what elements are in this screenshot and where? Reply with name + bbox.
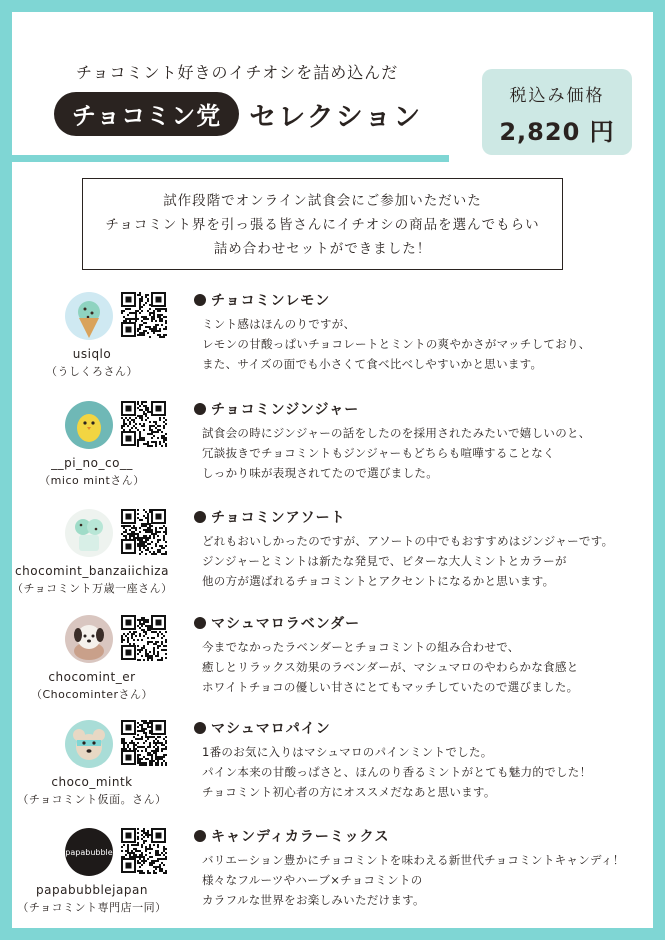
product-description (202, 314, 642, 374)
title-pill: チョコミン党 (54, 92, 239, 136)
product-description (202, 531, 642, 591)
desc-line: チョコミント初心者の方にオススメだなあと思います。 (202, 785, 496, 799)
user-handle: papabubblejapan (36, 883, 148, 897)
title-rest: セレクション (249, 101, 423, 133)
recommendation-entry (12, 292, 653, 402)
flyer-sheet (12, 12, 653, 928)
product-name (194, 290, 330, 310)
bullet-icon (194, 403, 206, 415)
price-label: 税込み価格 (509, 86, 605, 106)
user-handle: __pi_no_co__ (51, 456, 133, 470)
user-nickname: （チョコミント万歳一座さん） (12, 582, 173, 595)
user-handle: usiqlo (72, 347, 112, 361)
intro-line: チョコミント界を引っ張る皆さんにイチオシの商品を選んでもらい (105, 217, 540, 233)
recommendation-entry (12, 401, 653, 511)
user-handle: chocomint_er (48, 670, 136, 684)
desc-line: バリエーション豊かにチョコミントを味わえる新世代チョコミントキャンディ！ (202, 853, 625, 867)
bullet-icon (194, 722, 206, 734)
user-nickname: （Chocominterさん） (30, 688, 153, 701)
product-label: チョコミンジンジャー (211, 402, 360, 418)
product-label: チョコミンレモン (211, 293, 331, 309)
price-value: 2,820 円 (499, 118, 615, 146)
desc-line: カラフルな世界をお楽しみいただけます。 (202, 893, 425, 907)
desc-line: しっかり味が表現されてたので選びました。 (202, 466, 438, 480)
mint-parfait-icon (65, 509, 113, 557)
desc-line: 試食会の時にジンジャーの話をしたのを採用されたみたいで嬉しいのと、 (202, 426, 591, 440)
user-nickname: （チョコミント仮面。さん） (17, 793, 167, 806)
header-subtitle: チョコミント好きのイチオシを詰め込んだ (76, 63, 399, 82)
qr-code-icon[interactable] (121, 401, 167, 447)
header-title (54, 94, 422, 134)
recommendation-entry (12, 720, 653, 830)
bullet-icon (194, 294, 206, 306)
desc-line: 1番のお気に入りはマシュマロのパインミントでした。 (202, 745, 493, 759)
product-description (202, 637, 642, 697)
yellow-bird-icon (65, 401, 113, 449)
desc-line: 他の方が選ばれるチョコミントとアクセントになるかと思います。 (202, 574, 555, 588)
desc-line: また、サイズの面でも小さくて食べ比べしやすいかと思います。 (202, 357, 543, 371)
title-underline (12, 155, 449, 162)
intro-line: 試作段階でオンライン試食会にご参加いただいた (163, 193, 482, 209)
user-handle: choco_mintk (51, 775, 133, 789)
qr-code-icon[interactable] (121, 828, 167, 874)
mint-ice-cream-icon (65, 292, 113, 340)
product-name (194, 613, 360, 633)
product-name (194, 399, 359, 419)
bullet-icon (194, 617, 206, 629)
product-description (202, 423, 642, 483)
user-nickname: （チョコミント専門店一同） (17, 901, 167, 914)
product-description (202, 850, 642, 910)
product-name (194, 826, 389, 846)
desc-line: 冗談抜きでチョコミントもジンジャーもどちらも喧嘩することなく (202, 446, 555, 460)
desc-line: どれもおいしかったのですが、アソートの中でもおすすめはジンジャーです。 (202, 534, 614, 548)
recommendation-entry (12, 509, 653, 619)
qr-code-icon[interactable] (121, 720, 167, 766)
product-name (194, 718, 331, 738)
user-handle: chocomint_banzaiichiza (15, 564, 169, 578)
bullet-icon (194, 830, 206, 842)
desc-line: 今までなかったラベンダーとチョコミントの組み合わせで、 (202, 640, 520, 654)
user-nickname: （うしくろさん） (46, 365, 138, 378)
bullet-icon (194, 511, 206, 523)
desc-line: ミント感はほんのりですが、 (202, 317, 356, 331)
desc-line: 癒しとリラックス効果のラベンダーが、マシュマロのやわらかな食感と (202, 660, 579, 674)
product-label: キャンディカラーミックス (211, 829, 390, 845)
product-name (194, 507, 346, 527)
papabubble-logo (65, 828, 113, 876)
intro-line: 詰め合わせセットができました！ (213, 241, 432, 257)
product-description (202, 742, 642, 802)
qr-code-icon[interactable] (121, 509, 167, 555)
desc-line: パイン本来の甘酸っぱさと、ほんのり香るミントがとても魅力的でした！ (202, 765, 592, 779)
desc-line: 様々なフルーツやハーブ×チョコミントの (202, 873, 423, 887)
intro-box (82, 178, 563, 270)
logo-text: papabubble (65, 847, 113, 857)
qr-code-icon[interactable] (121, 292, 167, 338)
dog-cupcake-icon (65, 615, 113, 663)
product-label: マシュマロパイン (211, 721, 331, 737)
recommendation-entry (12, 615, 653, 725)
recommendation-entry (12, 828, 653, 938)
desc-line: ホワイトチョコの優しい甘さにとてもマッチしていたので選びました。 (202, 680, 579, 694)
product-label: チョコミンアソート (211, 510, 346, 526)
qr-code-icon[interactable] (121, 615, 167, 661)
product-label: マシュマロラベンダー (211, 616, 361, 632)
desc-line: レモンの甘酸っぱいチョコレートとミントの爽やかさがマッチしており、 (202, 337, 591, 351)
mint-bear-icon (65, 720, 113, 768)
user-nickname: （mico mintさん） (39, 474, 145, 487)
desc-line: ジンジャーとミントは新たな発見で、ビターな大人ミントとカラーが (202, 554, 567, 568)
price-box (482, 69, 632, 155)
